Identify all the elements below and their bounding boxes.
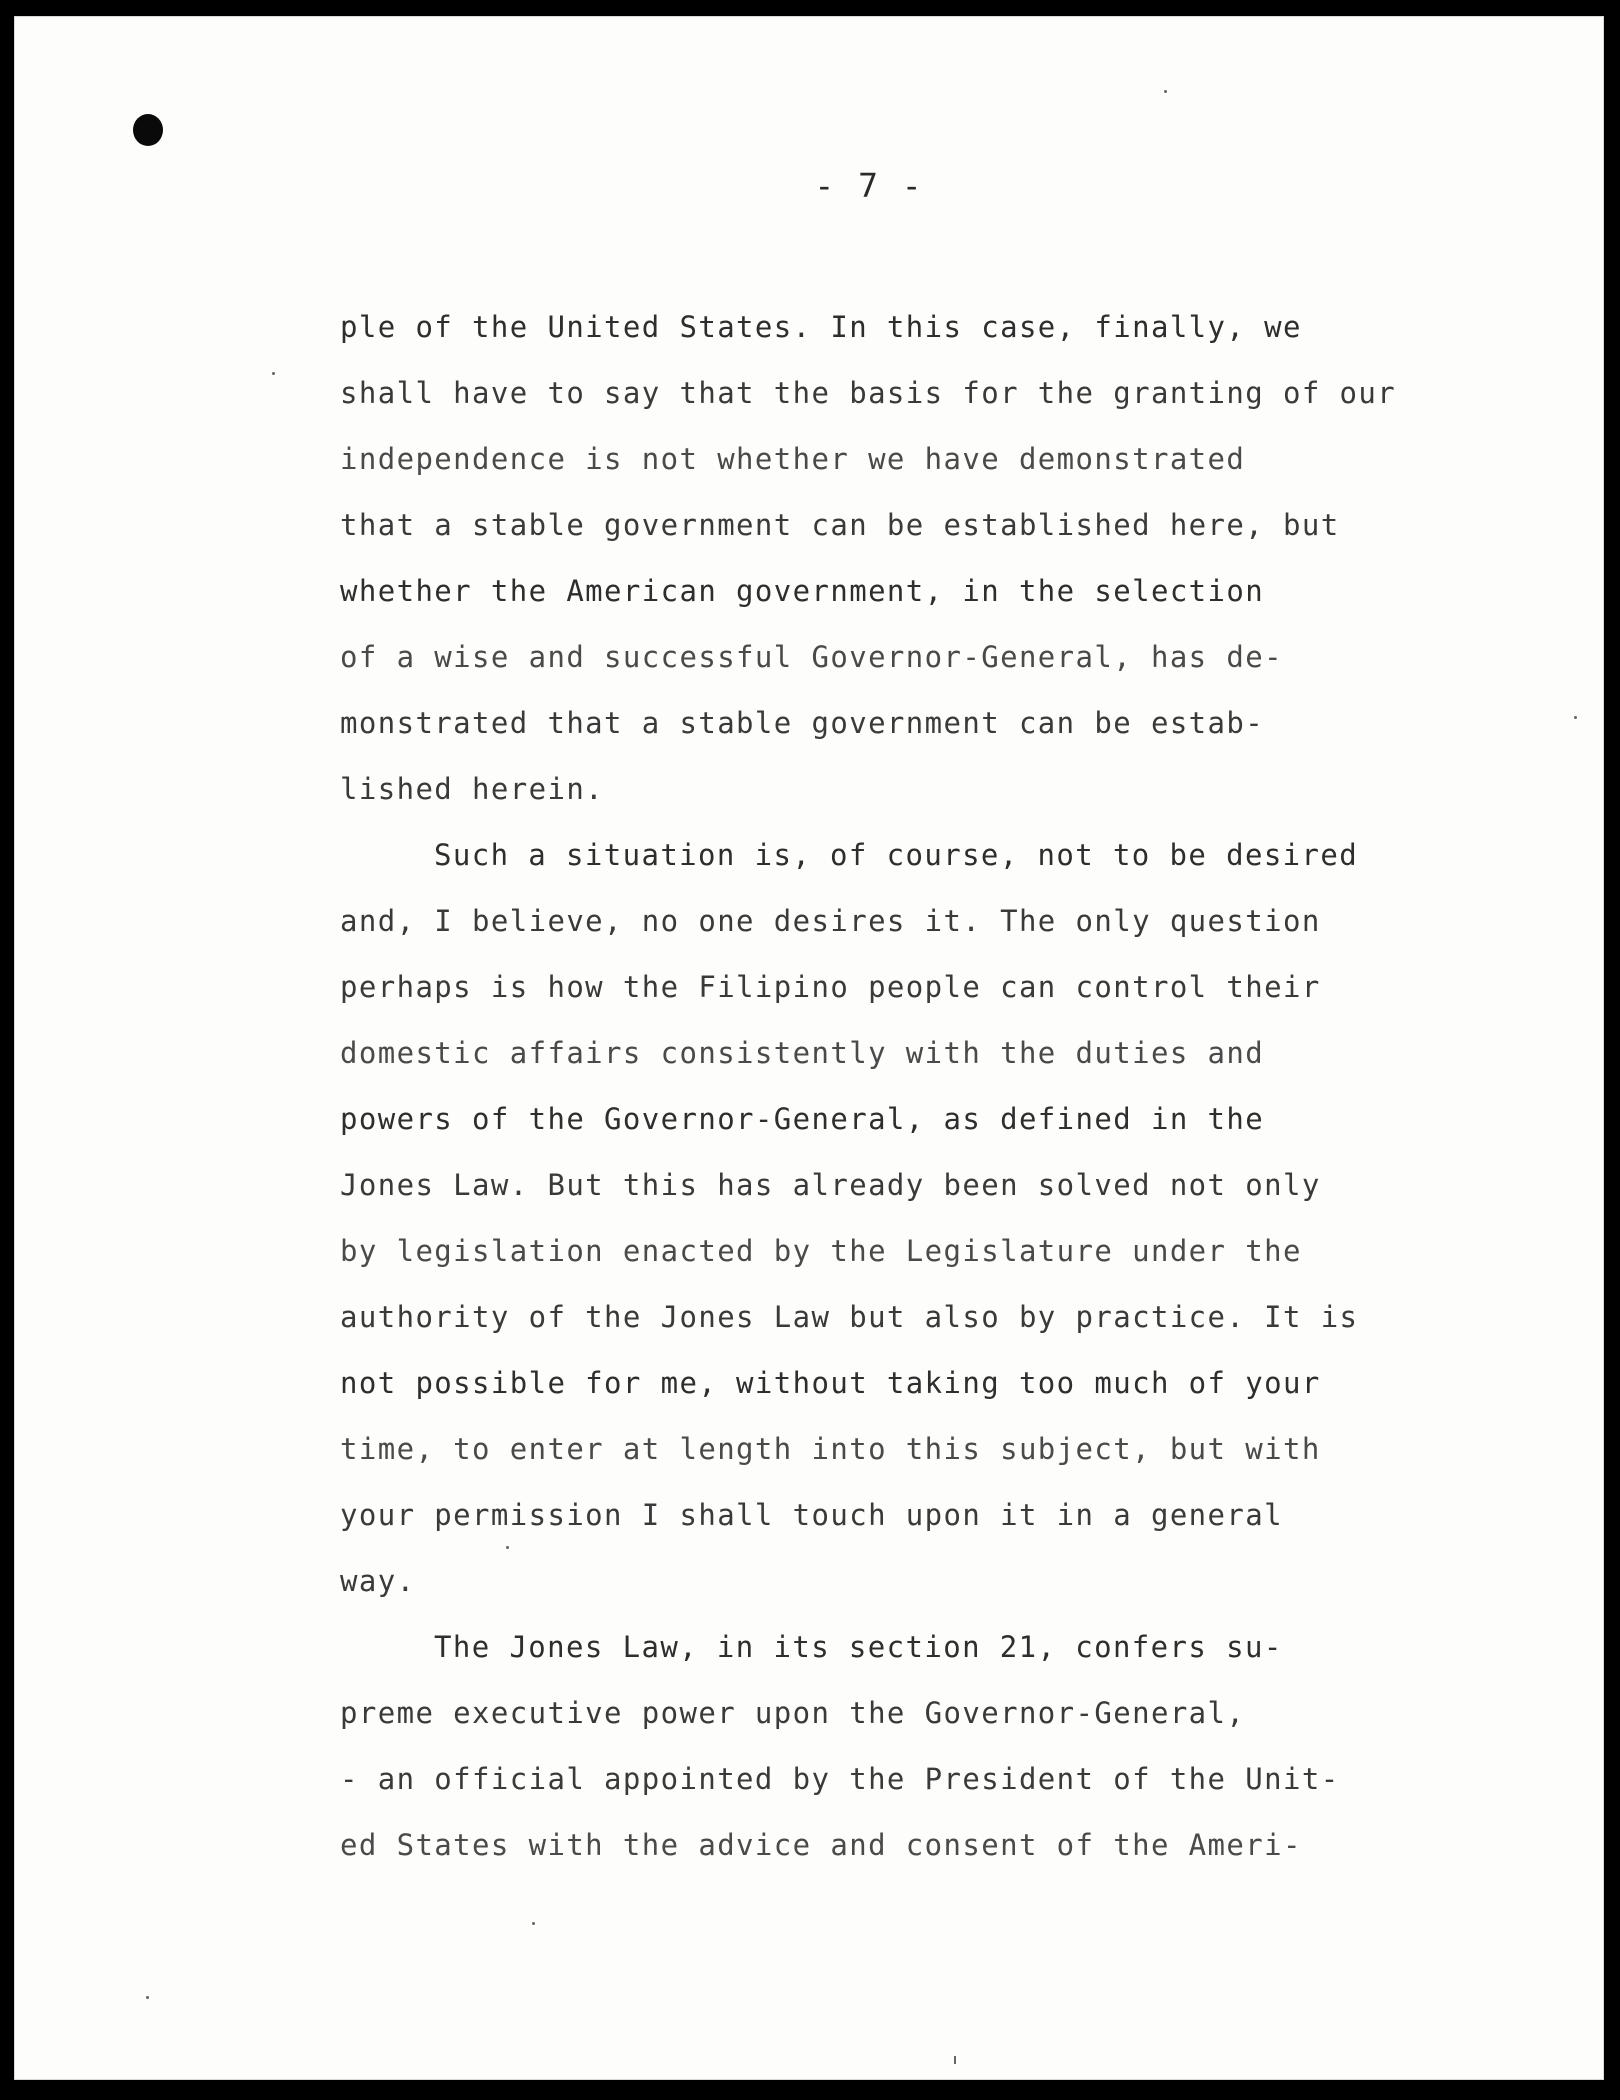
paper-speck bbox=[532, 1922, 535, 1925]
text-line: time, to enter at length into this subject, but with bbox=[340, 1432, 1321, 1466]
paper-speck bbox=[954, 2056, 956, 2064]
text-line: way. bbox=[340, 1564, 416, 1598]
text-line: authority of the Jones Law but also by practice. It is bbox=[340, 1300, 1359, 1334]
text-line: your permission I shall touch upon it in a general bbox=[340, 1498, 1283, 1532]
paper-speck bbox=[506, 1546, 509, 1549]
text-line: that a stable government can be established here, but bbox=[340, 508, 1340, 542]
document-page bbox=[14, 16, 1604, 2080]
text-line: powers of the Governor-General, as defined in the bbox=[340, 1102, 1265, 1136]
text-line: - an official appointed by the President of the Unit- bbox=[340, 1762, 1340, 1796]
punch-hole-mark bbox=[133, 114, 163, 146]
paragraph-first-line: Such a situation is, of course, not to be desired bbox=[434, 838, 1359, 872]
paper-speck bbox=[1164, 90, 1167, 93]
text-line: not possible for me, without taking too much of your bbox=[340, 1366, 1321, 1400]
text-line: independence is not whether we have demonstrated bbox=[340, 442, 1246, 476]
paper-speck bbox=[272, 372, 275, 375]
page-number bbox=[14, 166, 1604, 205]
paragraph-first-line: The Jones Law, in its section 21, confers su- bbox=[434, 1630, 1283, 1664]
text-line: Jones Law. But this has already been solved not only bbox=[340, 1168, 1321, 1202]
text-line: shall have to say that the basis for the granting of our bbox=[340, 376, 1397, 410]
text-line: and, I believe, no one desires it. The only question bbox=[340, 904, 1321, 938]
paper-speck bbox=[146, 1996, 149, 1999]
paper-speck bbox=[1574, 716, 1577, 719]
body-text bbox=[340, 294, 1480, 1878]
text-line: domestic affairs consistently with the duties and bbox=[340, 1036, 1265, 1070]
page-number-text: - 7 - bbox=[814, 166, 924, 205]
text-line: perhaps is how the Filipino people can control their bbox=[340, 970, 1321, 1004]
text-line: by legislation enacted by the Legislature under the bbox=[340, 1234, 1302, 1268]
text-line: lished herein. bbox=[340, 772, 605, 806]
text-line: ed States with the advice and consent of the Ameri- bbox=[340, 1828, 1302, 1862]
text-line: of a wise and successful Governor-General, has de- bbox=[340, 640, 1283, 674]
text-line: monstrated that a stable government can be estab- bbox=[340, 706, 1265, 740]
text-line: ple of the United States. In this case, finally, we bbox=[340, 310, 1302, 344]
text-line: whether the American government, in the selection bbox=[340, 574, 1265, 608]
text-line: preme executive power upon the Governor-General, bbox=[340, 1696, 1246, 1730]
